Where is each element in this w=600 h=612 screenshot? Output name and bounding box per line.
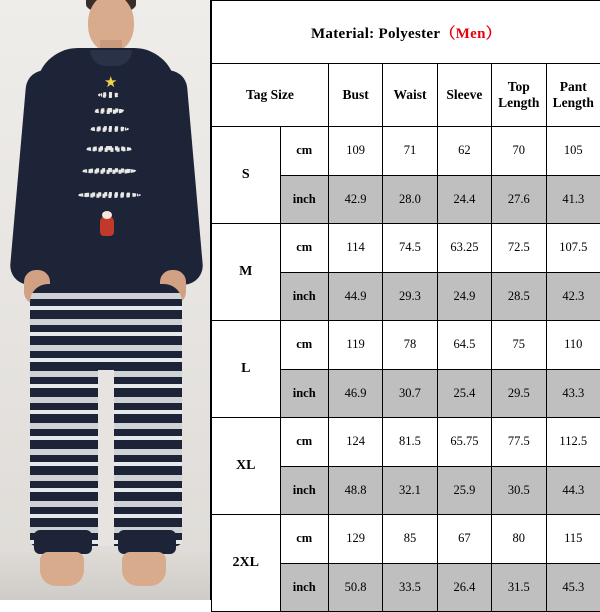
cell-xl-cm-waist: 81.5 bbox=[383, 418, 437, 467]
unit-inch: inch bbox=[280, 466, 328, 515]
product-photo bbox=[0, 0, 210, 600]
material-row bbox=[212, 1, 600, 64]
material-value: Polyester bbox=[379, 26, 441, 42]
cell-2xl-inch-bust: 50.8 bbox=[328, 563, 382, 612]
christmas-tree-graphic bbox=[74, 78, 144, 238]
cell-2xl-cm-pant-length: 115 bbox=[546, 515, 600, 564]
size-label-l: L bbox=[212, 321, 281, 418]
cell-m-cm-top-length: 72.5 bbox=[492, 224, 546, 273]
model-right-foot bbox=[122, 552, 166, 586]
cell-l-cm-top-length: 75 bbox=[492, 321, 546, 370]
model-figure bbox=[0, 0, 210, 600]
cell-l-cm-pant-length: 110 bbox=[546, 321, 600, 370]
cell-xl-cm-sleeve: 65.75 bbox=[437, 418, 491, 467]
pants-left-cuff bbox=[34, 530, 92, 554]
table-row bbox=[212, 418, 600, 467]
cell-2xl-inch-pant-length: 45.3 bbox=[546, 563, 600, 612]
cell-xl-cm-pant-length: 112.5 bbox=[546, 418, 600, 467]
cell-l-cm-sleeve: 64.5 bbox=[437, 321, 491, 370]
cell-s-inch-waist: 28.0 bbox=[383, 175, 437, 224]
cell-2xl-cm-sleeve: 67 bbox=[437, 515, 491, 564]
cell-s-cm-waist: 71 bbox=[383, 127, 437, 176]
cell-l-cm-bust: 119 bbox=[328, 321, 382, 370]
cell-s-cm-top-length: 70 bbox=[492, 127, 546, 176]
cell-s-cm-bust: 109 bbox=[328, 127, 382, 176]
pants-inseam bbox=[98, 370, 114, 546]
cell-s-inch-top-length: 27.6 bbox=[492, 175, 546, 224]
column-header-pant-length: Pant Length bbox=[546, 64, 600, 127]
cell-m-cm-pant-length: 107.5 bbox=[546, 224, 600, 273]
size-label-s: S bbox=[212, 127, 281, 224]
cell-xl-cm-top-length: 77.5 bbox=[492, 418, 546, 467]
cell-xl-inch-waist: 32.1 bbox=[383, 466, 437, 515]
cell-s-inch-bust: 42.9 bbox=[328, 175, 382, 224]
material-gender: （Men） bbox=[440, 26, 501, 42]
column-header-bust: Bust bbox=[328, 64, 382, 127]
model-left-foot bbox=[40, 552, 84, 586]
cell-l-inch-sleeve: 25.4 bbox=[437, 369, 491, 418]
cell-s-cm-pant-length: 105 bbox=[546, 127, 600, 176]
cell-xl-inch-bust: 48.8 bbox=[328, 466, 382, 515]
unit-cm: cm bbox=[280, 515, 328, 564]
material-label: Material: bbox=[311, 26, 375, 42]
material-cell bbox=[212, 1, 600, 64]
unit-inch: inch bbox=[280, 369, 328, 418]
cell-s-inch-sleeve: 24.4 bbox=[437, 175, 491, 224]
cell-m-inch-pant-length: 42.3 bbox=[546, 272, 600, 321]
size-label-m: M bbox=[212, 224, 281, 321]
cell-xl-inch-top-length: 30.5 bbox=[492, 466, 546, 515]
cell-l-inch-pant-length: 43.3 bbox=[546, 369, 600, 418]
cell-s-inch-pant-length: 41.3 bbox=[546, 175, 600, 224]
unit-inch: inch bbox=[280, 175, 328, 224]
cell-m-cm-waist: 74.5 bbox=[383, 224, 437, 273]
size-label-2xl: 2XL bbox=[212, 515, 281, 612]
unit-inch: inch bbox=[280, 563, 328, 612]
cell-2xl-cm-waist: 85 bbox=[383, 515, 437, 564]
tree-star-icon: ★ bbox=[104, 76, 117, 91]
size-table-panel bbox=[210, 0, 600, 600]
cell-m-inch-sleeve: 24.9 bbox=[437, 272, 491, 321]
unit-inch: inch bbox=[280, 272, 328, 321]
size-label-xl: XL bbox=[212, 418, 281, 515]
table-row bbox=[212, 224, 600, 273]
cell-xl-inch-pant-length: 44.3 bbox=[546, 466, 600, 515]
cell-2xl-cm-bust: 129 bbox=[328, 515, 382, 564]
unit-cm: cm bbox=[280, 321, 328, 370]
cell-2xl-inch-sleeve: 26.4 bbox=[437, 563, 491, 612]
santa-icon bbox=[100, 216, 114, 236]
cell-m-inch-top-length: 28.5 bbox=[492, 272, 546, 321]
column-header-waist: Waist bbox=[383, 64, 437, 127]
unit-cm: cm bbox=[280, 224, 328, 273]
cell-l-inch-top-length: 29.5 bbox=[492, 369, 546, 418]
pants-right-cuff bbox=[118, 530, 176, 554]
unit-cm: cm bbox=[280, 127, 328, 176]
table-row bbox=[212, 127, 600, 176]
cell-m-inch-bust: 44.9 bbox=[328, 272, 382, 321]
column-header-tag-size: Tag Size bbox=[212, 64, 329, 127]
size-table bbox=[211, 0, 600, 612]
cell-2xl-inch-top-length: 31.5 bbox=[492, 563, 546, 612]
table-row bbox=[212, 321, 600, 370]
column-header-top-length: Top Length bbox=[492, 64, 546, 127]
table-row bbox=[212, 515, 600, 564]
cell-l-inch-waist: 30.7 bbox=[383, 369, 437, 418]
cell-2xl-inch-waist: 33.5 bbox=[383, 563, 437, 612]
cell-l-cm-waist: 78 bbox=[383, 321, 437, 370]
cell-s-cm-sleeve: 62 bbox=[437, 127, 491, 176]
cell-xl-cm-bust: 124 bbox=[328, 418, 382, 467]
cell-xl-inch-sleeve: 25.9 bbox=[437, 466, 491, 515]
cell-m-cm-bust: 114 bbox=[328, 224, 382, 273]
cell-m-cm-sleeve: 63.25 bbox=[437, 224, 491, 273]
column-header-sleeve: Sleeve bbox=[437, 64, 491, 127]
unit-cm: cm bbox=[280, 418, 328, 467]
cell-m-inch-waist: 29.3 bbox=[383, 272, 437, 321]
cell-2xl-cm-top-length: 80 bbox=[492, 515, 546, 564]
cell-l-inch-bust: 46.9 bbox=[328, 369, 382, 418]
table-header-row bbox=[212, 64, 600, 127]
